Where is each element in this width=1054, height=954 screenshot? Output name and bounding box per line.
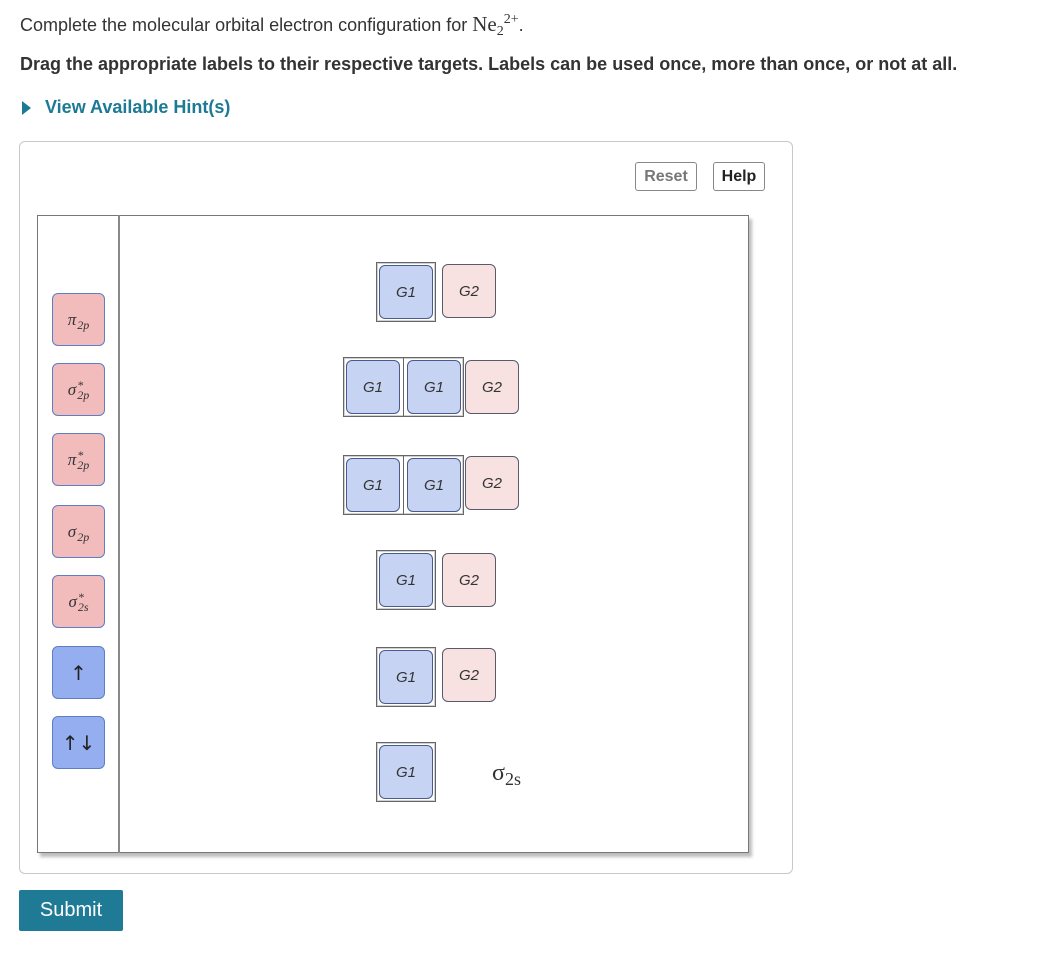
g2-target[interactable]: G2 (442, 264, 496, 318)
submit-button[interactable]: Submit (19, 890, 123, 931)
g1-target[interactable]: G1 (379, 553, 433, 607)
g2-target[interactable]: G2 (442, 648, 496, 702)
g1-target[interactable]: G1 (407, 458, 461, 512)
reset-button[interactable]: Reset (635, 162, 697, 191)
slot-divider (403, 357, 404, 417)
g2-target[interactable]: G2 (465, 456, 519, 510)
g2-target[interactable]: G2 (465, 360, 519, 414)
g1-target[interactable]: G1 (379, 265, 433, 319)
chemical-formula: $Ne_2^{2+}$ (472, 12, 519, 39)
label-sigma-star-2p[interactable]: σ * 2p (52, 363, 105, 416)
question-text: Complete the molecular orbital electron configuration for $Ne_2^{2+}$. (20, 12, 524, 39)
g2-target[interactable]: G2 (442, 553, 496, 607)
label-sigma-star-2s[interactable]: σ * 2s (52, 575, 105, 628)
g1-target[interactable]: G1 (379, 650, 433, 704)
label-single-arrow[interactable] (52, 646, 105, 699)
g1-target[interactable]: G1 (346, 360, 400, 414)
g1-target[interactable]: G1 (379, 745, 433, 799)
orbital-label-sigma-2s: $\sigma_{2s}$ (492, 760, 521, 789)
g1-target[interactable]: G1 (346, 458, 400, 512)
up-down-arrows-icon: ↑↓ (61, 730, 96, 755)
label-pi-2p[interactable]: π 2p (52, 293, 105, 346)
label-bank-divider (118, 215, 120, 853)
g1-target[interactable]: G1 (407, 360, 461, 414)
label-pi-star-2p[interactable]: π * 2p (52, 433, 105, 486)
help-button[interactable]: Help (713, 162, 765, 191)
instruction-text: Drag the appropriate labels to their respective targets. Labels can be used once, more than once, or not at all. (20, 54, 958, 74)
caret-right-icon (22, 101, 31, 115)
hint-link[interactable]: View Available Hint(s) (45, 97, 231, 117)
slot-divider (403, 455, 404, 515)
up-arrow-icon: ↑ (70, 660, 87, 685)
hint-toggle[interactable] (20, 97, 230, 118)
label-paired-arrows[interactable] (52, 716, 105, 769)
label-sigma-2p[interactable]: σ 2p (52, 505, 105, 558)
